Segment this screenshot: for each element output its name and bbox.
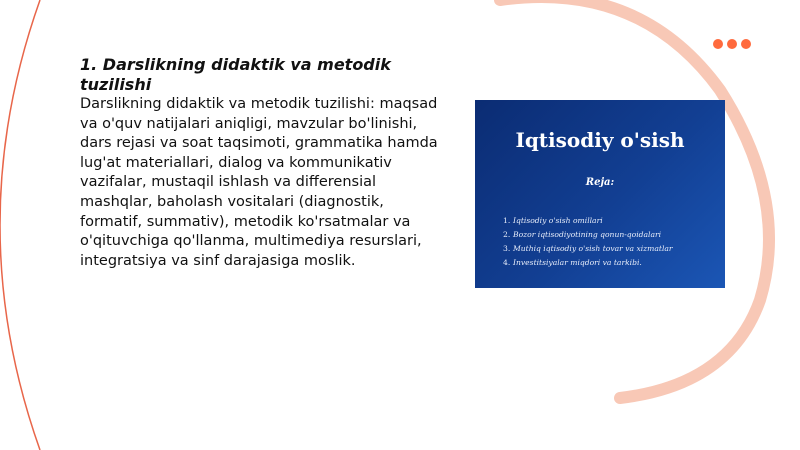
section-heading: 1. Darslikning didaktik va metodik tuzilishi [80,55,391,94]
slide-subtitle: Reja: [585,177,615,188]
dot [727,39,737,49]
list-item: 3. Muthiq iqtisodiy o'sish tovar va xizmatlar [503,244,673,253]
slide-image [475,100,725,288]
slide-plan-list [503,214,673,270]
three-dots-icon [713,39,751,49]
dot [713,39,723,49]
list-item: 4. Investitsiyalar miqdori va tarkibi. [503,258,642,267]
slide-title: Iqtisodiy o'sish [515,128,685,152]
body-paragraph: Darslikning didaktik va metodik tuzilishi: maqsad va o'quv natijalari aniqligi, mavzular bo'linishi, dars rejasi va soat taqsimoti, grammatika hamda lug'at materiallari, dialog va kommunikativ vazifalar, mustaqil ishlash va differensial mashqlar, baholash vositalari (diagnostik, formatif, summativ), metodik ko'rsatmalar va o'qituvchiga qo'llanma, multimediya resurslari, integratsiya va sinf darajasiga moslik. [80,96,438,269]
dot [741,39,751,49]
left-arc [0,0,40,450]
list-item: 1. Iqtisodiy o'sish omillari [503,216,603,225]
list-item: 2. Bozor iqtisodiyotining qonun-qoidalari [503,230,662,239]
